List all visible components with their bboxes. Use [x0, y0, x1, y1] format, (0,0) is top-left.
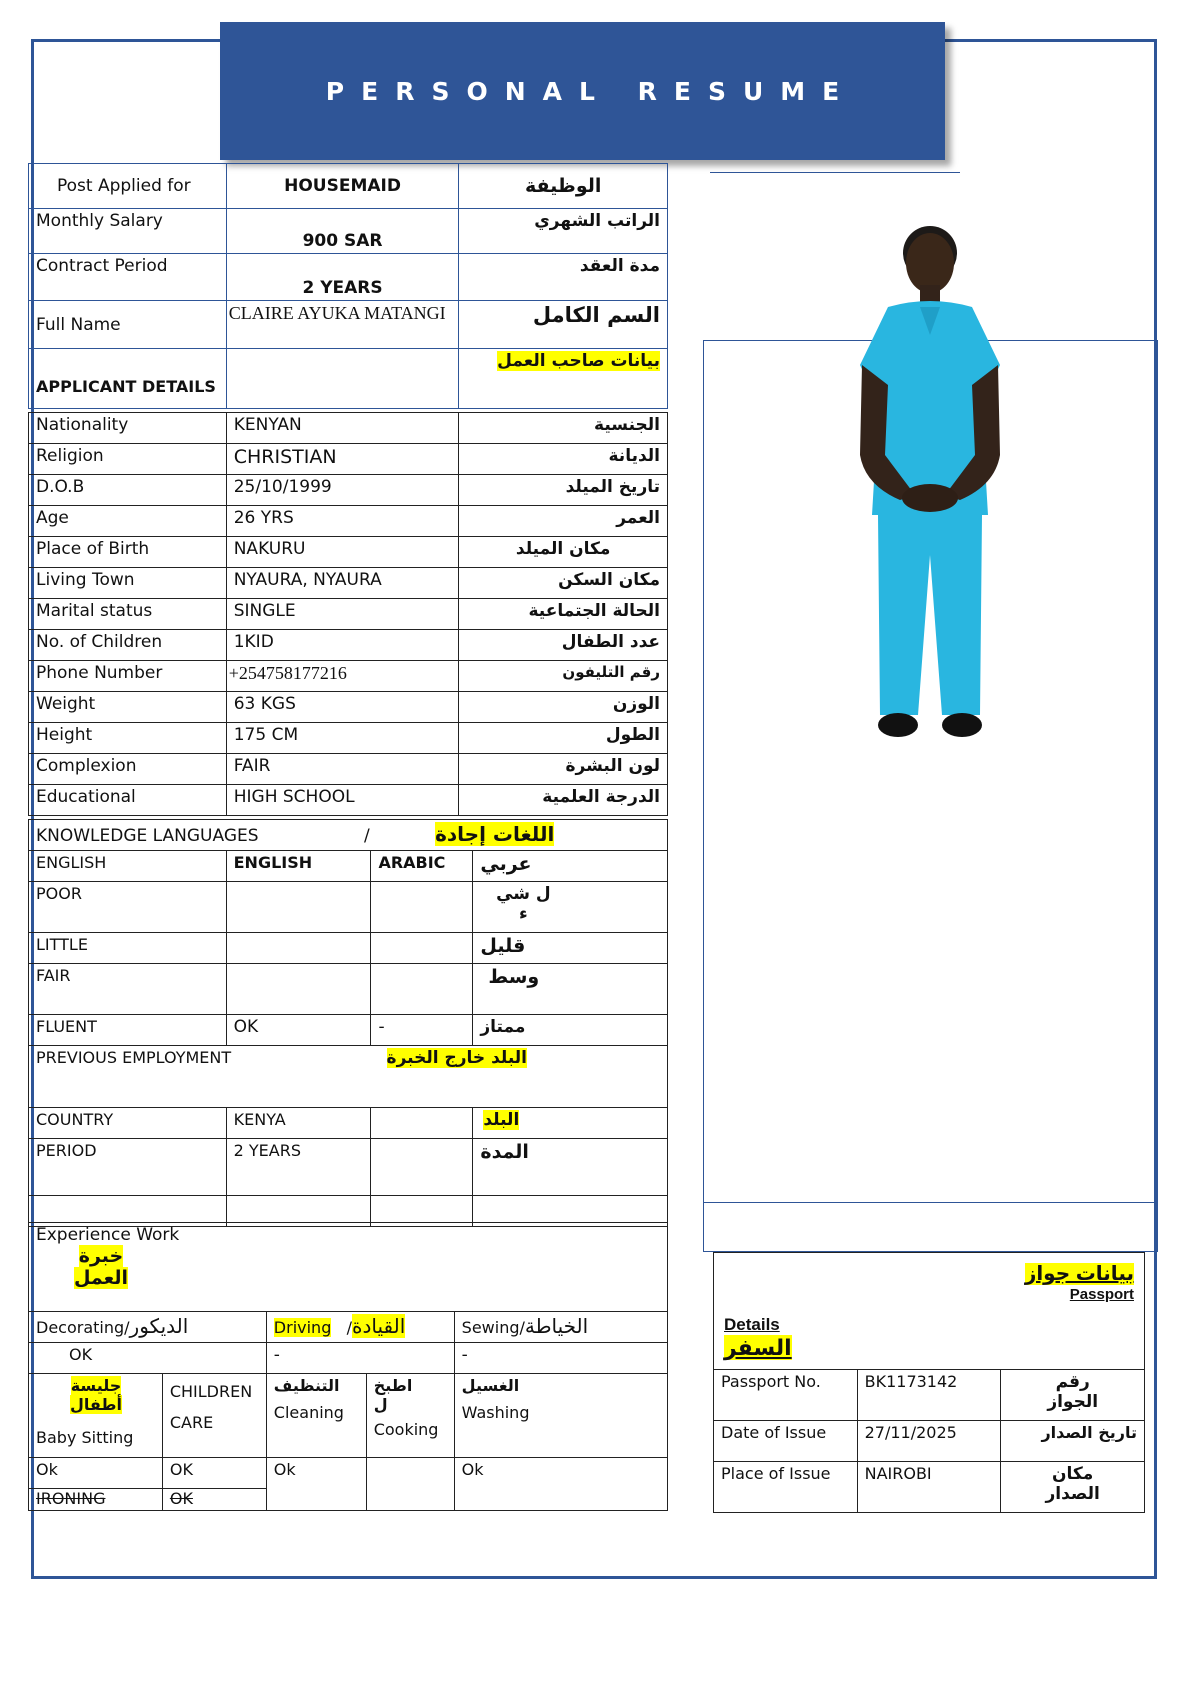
passport-header-en: Passport: [1069, 1286, 1134, 1303]
cleaning-value: Ok: [266, 1458, 366, 1511]
sewing-cell: Sewing/الخياطة: [454, 1312, 667, 1343]
post-ar: الوظيفة: [459, 164, 668, 209]
children-value: 1KID: [226, 630, 459, 661]
dob-label: D.O.B: [29, 475, 227, 506]
washing-value: Ok: [454, 1458, 667, 1511]
cooking-value: [366, 1458, 454, 1511]
issue-place-value: NAIROBI: [857, 1462, 1001, 1513]
country-ar: البلد: [473, 1108, 668, 1139]
height-value: 175 CM: [226, 723, 459, 754]
post-label: Post Applied for: [29, 164, 227, 209]
applicant-photo: [830, 215, 1030, 795]
passport-no-ar: رقم الجواز: [1001, 1370, 1145, 1421]
lang-ar: ممتاز: [473, 1015, 668, 1046]
marital-ar: الحالة الجتماعية: [459, 599, 668, 630]
nationality-label: Nationality: [29, 413, 227, 444]
name-value: CLAIRE AYUKA MATANGI: [226, 301, 459, 349]
height-label: Height: [29, 723, 227, 754]
ironing-value: OK: [162, 1489, 266, 1511]
complexion-ar: لون البشرة: [459, 754, 668, 785]
passport-header-ar2: السفر: [724, 1335, 792, 1360]
photo-footer: [703, 1202, 1158, 1252]
town-label: Living Town: [29, 568, 227, 599]
decorating-cell: Decorating/الديكور: [29, 1312, 267, 1343]
religion-label: Religion: [29, 444, 227, 475]
period-empty: [371, 1139, 473, 1196]
issue-place-ar: مكان الصدار: [1001, 1462, 1145, 1513]
issue-date-ar: تاريخ الصدار: [1001, 1421, 1145, 1462]
washing-cell: الغسيل Washing: [454, 1374, 667, 1458]
town-value: NYAURA, NYAURA: [226, 568, 459, 599]
languages-slash: /: [363, 826, 370, 846]
period-ar: المدة: [473, 1139, 668, 1196]
passport-no-value: BK1173142: [857, 1370, 1001, 1421]
passport-table: [713, 1369, 1145, 1513]
marital-label: Marital status: [29, 599, 227, 630]
age-ar: العمر: [459, 506, 668, 537]
passport-header: [713, 1252, 1145, 1370]
header-table: [28, 163, 668, 409]
children-ar: عدد الطفال: [459, 630, 668, 661]
education-label: Educational: [29, 785, 227, 816]
complexion-label: Complexion: [29, 754, 227, 785]
children-value: OK: [162, 1458, 266, 1489]
issue-place-label: Place of Issue: [714, 1462, 858, 1513]
salary-ar: الراتب الشهري: [459, 209, 668, 254]
age-label: Age: [29, 506, 227, 537]
employment-header: [29, 1046, 668, 1108]
weight-ar: الوزن: [459, 692, 668, 723]
country-value: KENYA: [226, 1108, 371, 1139]
religion-value: CHRISTIAN: [226, 444, 459, 475]
lang-ar: ل شيء: [473, 882, 668, 933]
experience-header-ar: خبرة العمل: [73, 1245, 129, 1289]
employment-header-ar: البلد خارج الخبرة: [386, 1048, 527, 1068]
education-value: HIGH SCHOOL: [226, 785, 459, 816]
children-label: No. of Children: [29, 630, 227, 661]
phone-label: Phone Number: [29, 661, 227, 692]
contract-label: Contract Period: [29, 254, 227, 301]
lang-english: [226, 933, 371, 964]
period-label: PERIOD: [29, 1139, 227, 1196]
salary-label: Monthly Salary: [29, 209, 227, 254]
lang-col-label: ENGLISH: [29, 851, 227, 882]
birthplace-value: NAKURU: [226, 537, 459, 568]
lang-ar: وسط: [473, 964, 668, 1015]
town-ar: مكان السكن: [459, 568, 668, 599]
lang-ar: قليل: [473, 933, 668, 964]
title-banner: [220, 22, 945, 160]
lang-col-arabic: ARABIC: [371, 851, 473, 882]
lang-level: POOR: [29, 882, 227, 933]
cooking-cell: اطبخ ل Cooking: [366, 1374, 454, 1458]
period-value: 2 YEARS: [226, 1139, 371, 1196]
lang-english: OK: [226, 1015, 371, 1046]
lang-arabic: [371, 933, 473, 964]
height-ar: الطول: [459, 723, 668, 754]
baby-value: Ok: [29, 1458, 163, 1489]
languages-header-en: KNOWLEDGE LANGUAGES: [36, 826, 259, 846]
decorating-value: OK: [29, 1343, 267, 1374]
salary-value: 900 SAR: [226, 209, 459, 254]
lang-level: LITTLE: [29, 933, 227, 964]
cleaning-cell: التنظيف Cleaning: [266, 1374, 366, 1458]
languages-header: [29, 820, 668, 851]
post-value: HOUSEMAID: [226, 164, 459, 209]
nationality-value: KENYAN: [226, 413, 459, 444]
page-title: PERSONAL RESUME: [325, 76, 857, 106]
experience-header-en: Experience Work: [36, 1225, 180, 1245]
lang-arabic: [371, 882, 473, 933]
complexion-value: FAIR: [226, 754, 459, 785]
lang-level: FAIR: [29, 964, 227, 1015]
applicant-value: [226, 349, 459, 409]
divider: [710, 172, 960, 173]
lang-arabic: [371, 964, 473, 1015]
education-ar: الدرجة العلمية: [459, 785, 668, 816]
issue-date-label: Date of Issue: [714, 1421, 858, 1462]
employment-header-en: PREVIOUS EMPLOYMENT: [36, 1048, 232, 1067]
lang-arabic: -: [371, 1015, 473, 1046]
birthplace-label: Place of Birth: [29, 537, 227, 568]
driving-cell: Driving /القيادة: [266, 1312, 454, 1343]
sewing-value: -: [454, 1343, 667, 1374]
lang-col-ar: عربي: [473, 851, 668, 882]
phone-value: +254758177216: [226, 661, 459, 692]
languages-table: [28, 819, 668, 1227]
lang-english: [226, 964, 371, 1015]
dob-value: 25/10/1999: [226, 475, 459, 506]
dob-ar: تاريخ الميلد: [459, 475, 668, 506]
experience-header: [29, 1223, 668, 1312]
country-label: COUNTRY: [29, 1108, 227, 1139]
contract-value: 2 YEARS: [226, 254, 459, 301]
name-label: Full Name: [29, 301, 227, 349]
passport-no-label: Passport No.: [714, 1370, 858, 1421]
name-ar: السم الكامل: [459, 301, 668, 349]
issue-date-value: 27/11/2025: [857, 1421, 1001, 1462]
marital-value: SINGLE: [226, 599, 459, 630]
children-care-cell: CHILDREN CARE: [162, 1374, 266, 1458]
applicant-label: APPLICANT DETAILS: [29, 349, 227, 409]
country-empty: [371, 1108, 473, 1139]
passport-header-ar: بيانات جواز: [1024, 1263, 1134, 1285]
lang-col-english: ENGLISH: [226, 851, 371, 882]
passport-details-label: Details: [724, 1315, 780, 1334]
weight-label: Weight: [29, 692, 227, 723]
experience-table: [28, 1222, 668, 1511]
details-table: [28, 412, 668, 816]
phone-ar: رقم التليفون: [459, 661, 668, 692]
lang-english: [226, 882, 371, 933]
weight-value: 63 KGS: [226, 692, 459, 723]
age-value: 26 YRS: [226, 506, 459, 537]
lang-level: FLUENT: [29, 1015, 227, 1046]
baby-sitting-cell: جليسة أطفال Baby Sitting: [29, 1374, 163, 1458]
applicant-ar: بيانات صاحب العمل: [459, 349, 668, 409]
nationality-ar: الجنسية: [459, 413, 668, 444]
languages-header-ar: اللغات إجادة: [435, 822, 555, 846]
ironing-label: IRONING: [29, 1489, 163, 1511]
contract-ar: مدة العقد: [459, 254, 668, 301]
driving-value: -: [266, 1343, 454, 1374]
birthplace-ar: مكان الميلد: [459, 537, 668, 568]
religion-ar: الديانة: [459, 444, 668, 475]
